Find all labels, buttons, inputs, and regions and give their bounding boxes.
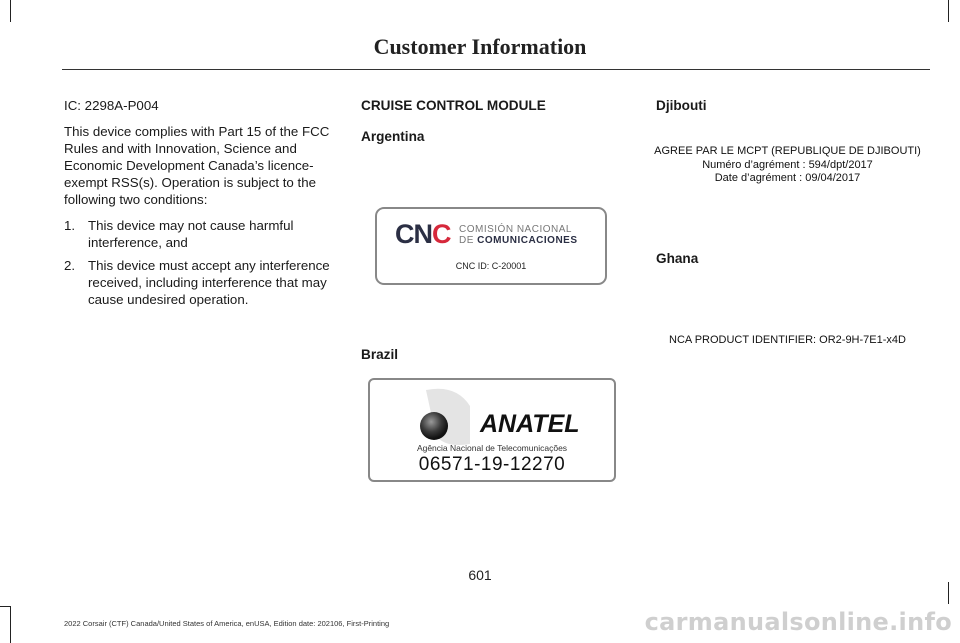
list-item-number: 2. xyxy=(64,258,76,273)
nca-product-identifier: NCA PRODUCT IDENTIFIER: OR2-9H-7E1-x4D xyxy=(669,334,906,346)
country-label-argentina: Argentina xyxy=(361,129,425,144)
column-2 xyxy=(361,97,636,145)
djibouti-line: Numéro d’agrément : 594/dpt/2017 xyxy=(702,158,873,171)
country-label-ghana: Ghana xyxy=(656,251,699,266)
list-item-text: This device must accept any interference received, including interference that may cause undesired operation. xyxy=(88,258,330,307)
column-1 xyxy=(64,97,339,314)
cnc-name-line-2-bold: COMUNICACIONES xyxy=(477,235,578,246)
cnc-id: CNC ID: C-20001 xyxy=(455,261,527,271)
anatel-code: 06571-19-12270 xyxy=(418,454,566,475)
crop-mark-bottom-left xyxy=(10,606,11,643)
column-3 xyxy=(656,97,931,114)
crop-mark-bottom-left-h xyxy=(0,606,10,607)
crop-mark-top-left xyxy=(10,0,11,22)
section-title: CRUISE CONTROL MODULE xyxy=(361,98,546,113)
list-item xyxy=(64,257,339,308)
country-label-djibouti: Djibouti xyxy=(656,98,707,113)
page-title: Customer Information xyxy=(373,34,587,59)
list-item xyxy=(64,217,339,251)
cnc-name-line-2-prefix: DE xyxy=(459,235,478,246)
anatel-subtitle: Agência Nacional de Telecomunicações xyxy=(416,443,568,453)
cnc-logo xyxy=(395,219,451,250)
anatel-globe-icon xyxy=(416,386,472,450)
cnc-logo-accent: C xyxy=(432,219,451,249)
crop-mark-top-right xyxy=(948,0,949,22)
djibouti-line: Date d’agrément : 09/04/2017 xyxy=(714,172,861,184)
country-label-brazil: Brazil xyxy=(361,347,399,362)
list-item-number: 1. xyxy=(64,218,76,233)
header-divider xyxy=(62,69,930,70)
crop-mark-bottom-right xyxy=(948,582,949,604)
cnc-agency-name xyxy=(459,224,578,246)
list-item-text: This device may not cause harmful interference, and xyxy=(88,218,294,250)
cnc-name-line-1: COMISIÓN NACIONAL xyxy=(459,224,572,235)
cnc-certification-label xyxy=(375,207,607,285)
watermark: carmanualsonline.info xyxy=(644,608,952,636)
anatel-wordmark: ANATEL xyxy=(480,410,580,438)
conditions-list xyxy=(64,217,339,308)
edition-footer: 2022 Corsair (CTF) Canada/United States of America, enUSA, Edition date: 202106, First-Printing xyxy=(64,619,390,628)
djibouti-approval-text xyxy=(650,145,925,186)
cnc-logo-letters: CN xyxy=(395,219,432,249)
fcc-compliance-text: This device complies with Part 15 of the FCC Rules and with Innovation, Science and Economic Development Canada’s licence-exempt RSS(s). Operation is subject to the following two conditions: xyxy=(64,124,330,207)
anatel-certification-label xyxy=(368,378,616,482)
ic-number: IC: 2298A-P004 xyxy=(64,98,159,113)
page-number: 601 xyxy=(468,567,492,583)
djibouti-line: AGREE PAR LE MCPT (REPUBLIQUE DE DJIBOUTI) xyxy=(654,145,921,157)
